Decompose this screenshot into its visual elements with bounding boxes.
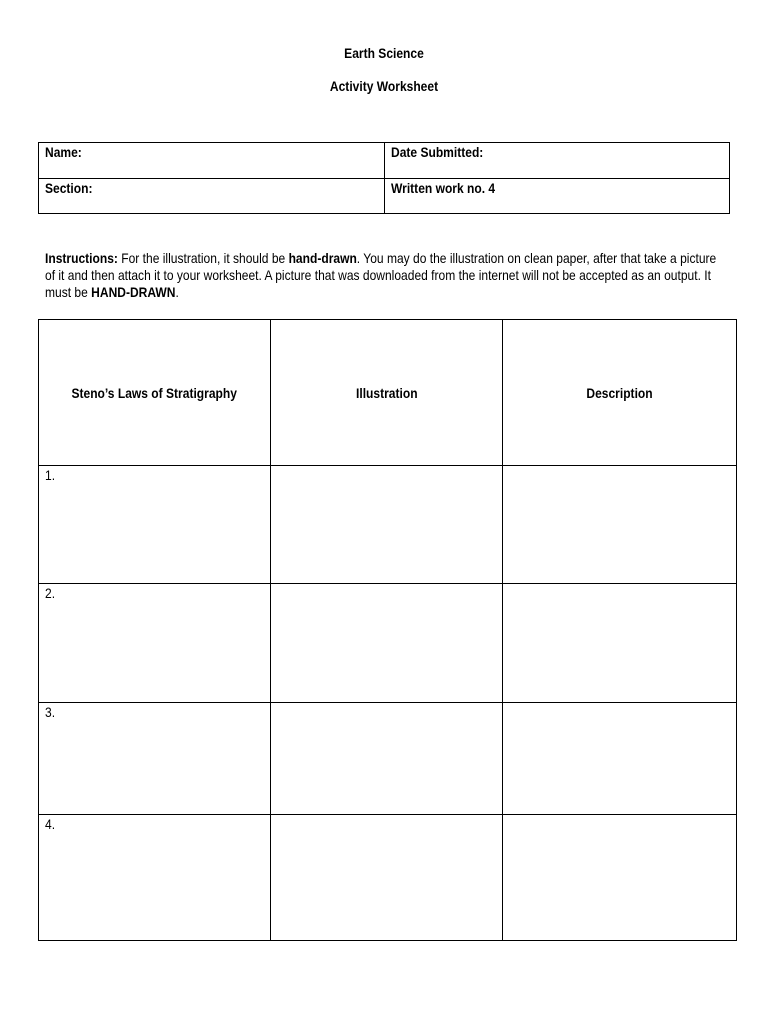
description-cell[interactable]	[503, 584, 737, 703]
row-number: 3.	[45, 704, 56, 720]
instructions-lead: Instructions:	[45, 250, 118, 266]
document-subtitle: Activity Worksheet	[329, 78, 439, 94]
written-work-label: Written work no. 4	[390, 179, 495, 196]
written-work-field[interactable]	[384, 178, 730, 214]
illustration-cell[interactable]	[271, 703, 503, 815]
date-submitted-field[interactable]	[384, 143, 730, 179]
row-number: 2.	[45, 585, 56, 601]
instructions-text-3: .	[175, 284, 179, 300]
description-cell[interactable]	[503, 703, 737, 815]
law-cell[interactable]	[39, 466, 271, 584]
instructions-paragraph	[45, 250, 720, 301]
instructions-text-1: For the illustration, it should be	[117, 250, 289, 266]
info-row-1	[39, 143, 730, 179]
section-field[interactable]	[39, 178, 385, 214]
table-header-row	[39, 320, 737, 466]
description-cell[interactable]	[503, 466, 737, 584]
description-cell[interactable]	[503, 815, 737, 941]
column-header-illustration: Illustration	[271, 320, 503, 466]
law-cell[interactable]	[39, 584, 271, 703]
column-header-description: Description	[503, 320, 737, 466]
table-row	[39, 584, 737, 703]
stratigraphy-table	[38, 319, 737, 941]
illustration-cell[interactable]	[271, 466, 503, 584]
law-cell[interactable]	[39, 815, 271, 941]
instructions-emphasis-2: HAND-DRAWN	[91, 284, 176, 300]
table-row	[39, 466, 737, 584]
date-submitted-label: Date Submitted:	[390, 144, 483, 160]
table-row	[39, 703, 737, 815]
section-label: Section:	[45, 179, 93, 196]
info-row-2	[39, 178, 730, 214]
illustration-cell[interactable]	[271, 815, 503, 941]
document-title: Earth Science	[344, 45, 424, 61]
row-number: 4.	[45, 816, 56, 832]
column-header-laws: Steno’s Laws of Stratigraphy	[39, 320, 271, 466]
illustration-cell[interactable]	[271, 584, 503, 703]
instructions-emphasis-1: hand-drawn	[288, 250, 357, 266]
student-info-table	[38, 142, 730, 214]
table-row	[39, 815, 737, 941]
name-label: Name:	[45, 144, 82, 160]
law-cell[interactable]	[39, 703, 271, 815]
row-number: 1.	[45, 467, 56, 483]
instructions-text-2: . You may do the illustration on clean paper, after that take a picture of it and then attach it to your worksheet. A picture that was downloaded from the internet will not be accepted as an output. It must be	[45, 250, 717, 300]
name-field[interactable]	[39, 143, 385, 179]
